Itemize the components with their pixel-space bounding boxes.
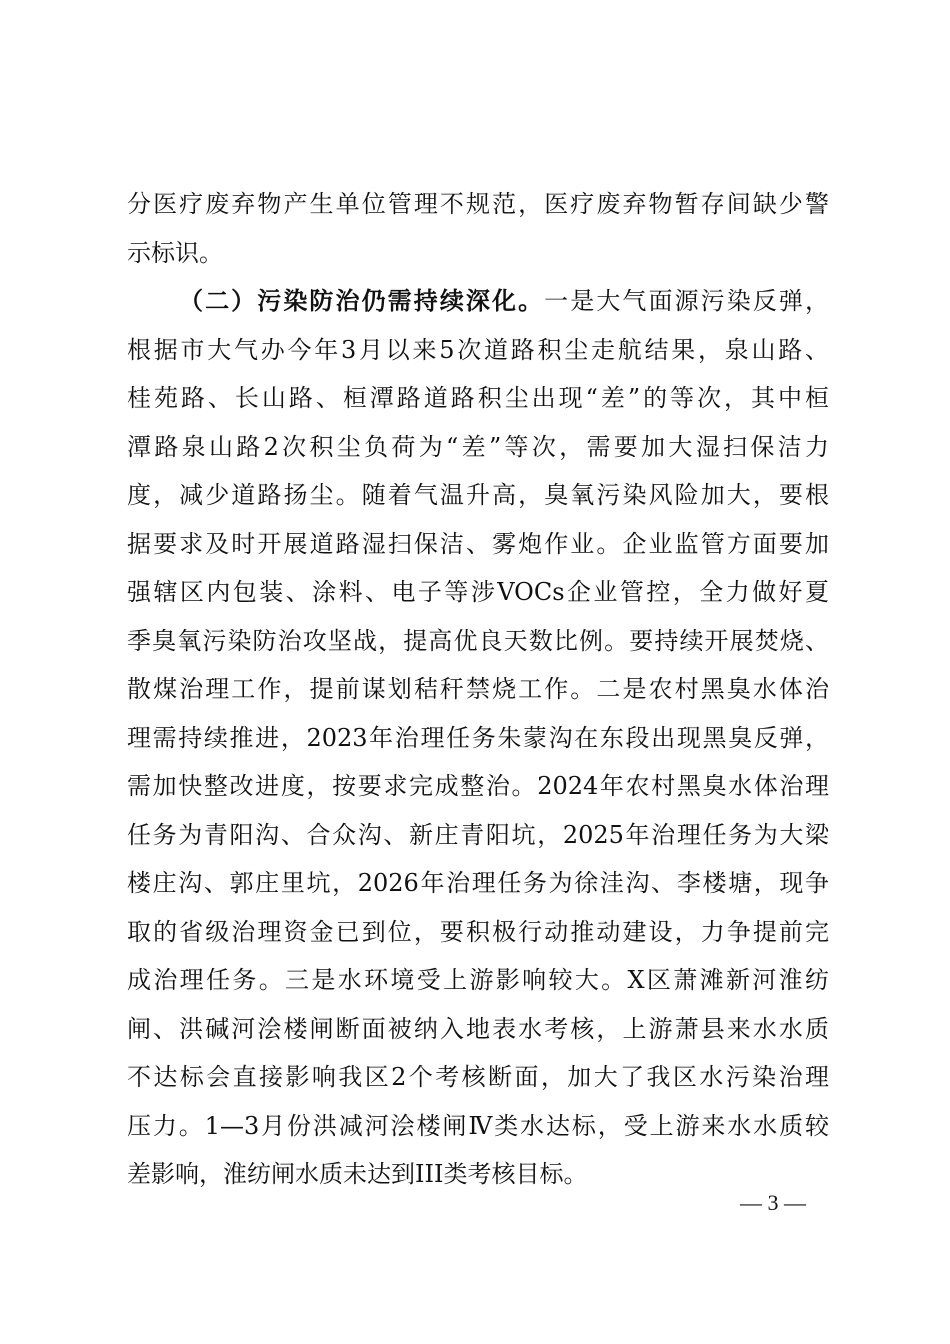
page-number: — 3 — (740, 1190, 806, 1215)
text-line: 根据市大气办今年3月以来5次道路积尘走航结果，泉山路、 (127, 335, 829, 364)
text-line: 度，减少道路扬尘。随着气温升高，臭氧污染风险加大，要根 (127, 481, 829, 509)
text-line: 取的省级治理资金已到位，要积极行动推动建设，力争提前完 (127, 917, 829, 946)
text-line: 压力。1—3月份洪减河浍楼闸Ⅳ类水达标，受上游来水水质较 (127, 1111, 829, 1140)
text-line: 任务为青阳沟、合众沟、新庄青阳坑，2025年治理任务为大梁 (127, 820, 829, 849)
text-line: 不达标会直接影响我区2个考核断面，加大了我区水污染治理 (127, 1063, 829, 1091)
text-line: 成治理任务。三是水环境受上游影响较大。X区萧滩新河淮纺 (127, 966, 829, 994)
text-line: 季臭氧污染防治攻坚战，提高优良天数比例。要持续开展焚烧、 (127, 626, 829, 655)
text-line: 据要求及时开展道路湿扫保洁、雾炮作业。企业监管方面要加 (127, 529, 829, 558)
text-line: 强辖区内包装、涂料、电子等涉VOCs企业管控，全力做好夏 (127, 578, 829, 606)
text-line: 桂苑路、长山路、桓潭路道路积尘出现“差”的等次，其中桓 (127, 384, 829, 412)
text-line: 楼庄沟、郭庄里坑，2026年治理任务为徐洼沟、李楼塘，现争 (127, 869, 829, 897)
text-line: 闸、洪碱河浍楼闸断面被纳入地表水考核，上游萧县来水水质 (127, 1014, 829, 1043)
document-body (127, 180, 829, 1199)
text-line: 需加快整改进度，按要求完成整治。2024年农村黑臭水体治理 (127, 772, 829, 800)
text-line: 散煤治理工作，提前谋划秸秆禁烧工作。二是农村黑臭水体治 (127, 675, 829, 703)
section-first-line (127, 277, 829, 326)
section-first-line-text: 一是大气面源污染反弹， (544, 287, 830, 315)
text-line: 差影响，淮纺闸水质未达到III类考核目标。 (127, 1160, 588, 1188)
section-heading: （二）污染防治仍需持续深化。 (179, 286, 545, 315)
text-line: 理需持续推进，2023年治理任务朱蒙沟在东段出现黑臭反弹， (127, 723, 829, 752)
text-line: 示标识。 (127, 238, 223, 267)
text-line: 分医疗废弃物产生单位管理不规范，医疗废弃物暂存间缺少警 (127, 190, 829, 218)
text-line: 潭路泉山路2次积尘负荷为“差”等次，需要加大湿扫保洁力 (127, 432, 829, 461)
